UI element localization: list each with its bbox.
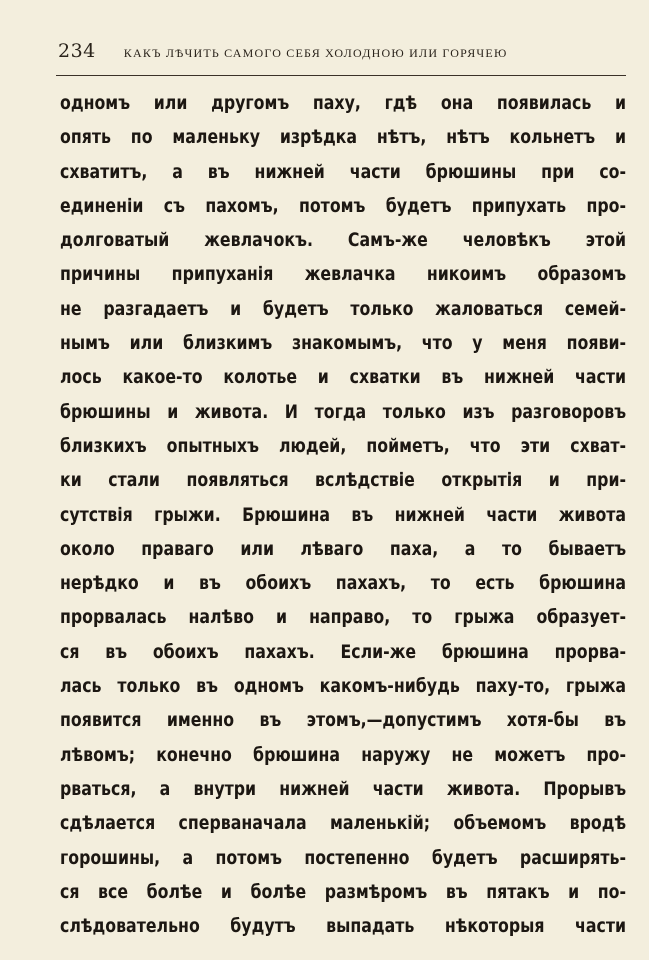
running-title: КАКЪ ЛѢЧИТЬ САМОГО СЕБЯ ХОЛОДНОЮ ИЛИ ГОРЯЧЕЮ [123, 46, 508, 60]
text-line: не разгадаетъ и будетъ только жаловаться семей- [60, 297, 627, 320]
text-line: лась только въ одномъ какомъ-нибудь паху-то, грыжа [60, 675, 627, 698]
text-line: ки стали появляться вслѣдствіе открытія и при- [60, 469, 627, 492]
text-line: нымъ или близкимъ знакомымъ, что у меня появи- [60, 332, 627, 355]
text-line: брюшины и живота. И тогда только изъ разговоровъ [60, 400, 627, 423]
text-line: нерѣдко и въ обоихъ пахахъ, то есть брюшина [60, 572, 627, 595]
page-number: 234 [58, 40, 96, 62]
text-line: долговатый жевлачокъ. Самъ-же человѣкъ этой [60, 229, 627, 252]
text-line: ся все болѣе и болѣе размѣромъ въ пятакъ и по- [60, 880, 627, 903]
text-line: ся въ обоихъ пахахъ. Если-же брюшина прорва- [60, 640, 627, 663]
text-line: схватитъ, а въ нижней части брюшины при со- [60, 160, 627, 183]
text-line: около праваго или лѣваго паха, а то бываетъ [60, 537, 627, 560]
text-line: лѣвомъ; конечно брюшина наружу не можетъ про- [60, 743, 627, 766]
text-line: опять по маленьку изрѣдка нѣтъ, нѣтъ кольнетъ и [60, 126, 627, 149]
text-line: горошины, а потомъ постепенно будетъ расширять- [60, 846, 627, 869]
text-line: близкихъ опытныхъ людей, пойметъ, что эти схват- [60, 434, 627, 457]
text-line: слѣдовательно будутъ выпадать нѣкоторыя части [60, 915, 627, 938]
text-line: сдѣлается сперваначала маленькій; объемомъ вродѣ [60, 812, 627, 835]
text-line: рваться, а внутри нижней части живота. Прорывъ [60, 777, 627, 800]
header-rule [56, 75, 626, 76]
text-line: сутствія грыжи. Брюшина въ нижней части живота [60, 503, 627, 526]
text-line: прорвалась налѣво и направо, то грыжа образует- [60, 606, 627, 629]
text-line: лось какое-то колотье и схватки въ нижней части [60, 366, 627, 389]
text-line: причины припуханія жевлачка никоимъ образомъ [60, 263, 627, 286]
running-head [58, 40, 626, 62]
text-line: появится именно въ этомъ,—допустимъ хотя-бы въ [60, 709, 627, 732]
text-line: одномъ или другомъ паху, гдѣ она появилась и [60, 92, 627, 114]
body-text [60, 86, 626, 943]
text-line: единеніи съ пахомъ, потомъ будетъ припухать про- [60, 194, 627, 217]
